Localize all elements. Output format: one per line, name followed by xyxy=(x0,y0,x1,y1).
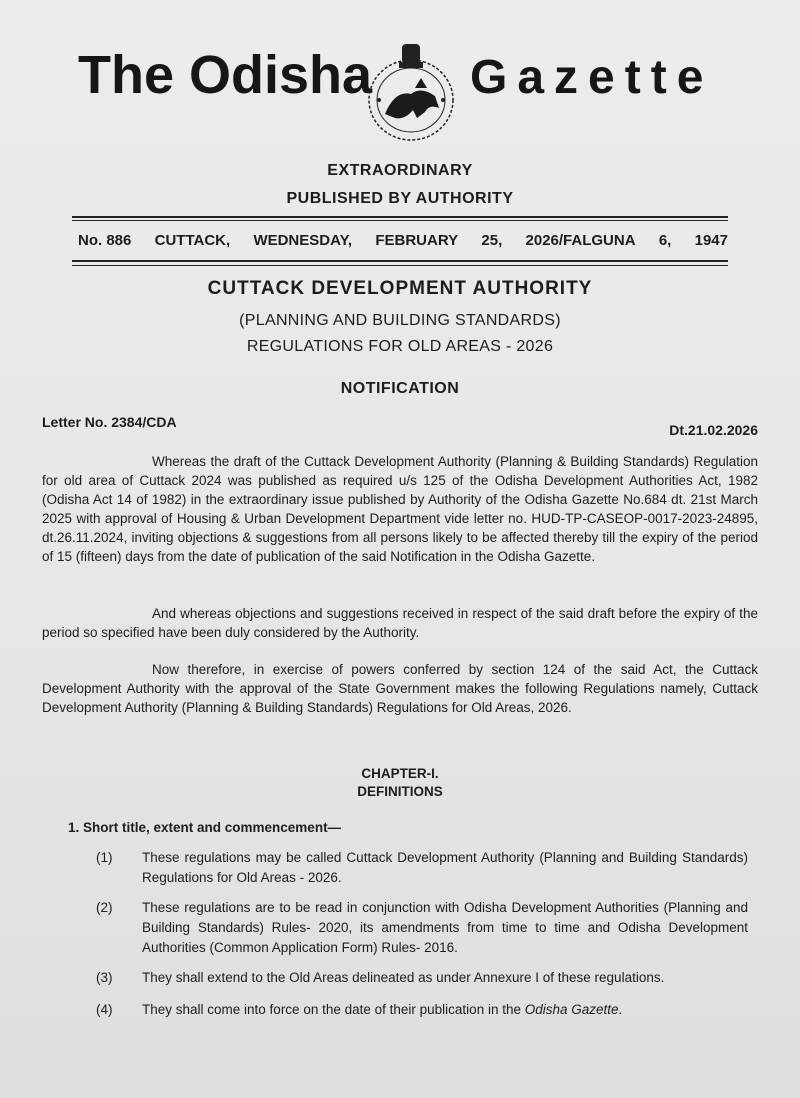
paragraph-whereas-objections: And whereas objections and suggestions received in respect of the said draft before the expiry of the period so specified have been duly considered by the Authority. xyxy=(42,606,758,640)
masthead-left-title: The Odisha xyxy=(78,45,373,105)
dateline-day: WEDNESDAY, xyxy=(253,232,353,249)
document-subtitle-2: REGULATIONS FOR OLD AREAS - 2026 xyxy=(246,338,554,355)
dateline-issue-no: No. 886 xyxy=(78,232,132,249)
clause-text: These regulations are to be read in conjunction with Odisha Development Authorities (Planning and Building Standards) Rules- 2020, its amendments from time to time and Odisha Development Authorities (Common Application Form) Rules- 2016. xyxy=(142,900,748,955)
dateline-year: 2026/FALGUNA xyxy=(525,232,636,249)
paragraph-whereas-draft: Whereas the draft of the Cuttack Development Authority (Planning & Building Standards) Regulation for old area of Cuttack 2024 was published as required u/s 125 of the Odisha Development Authorities Act, 1982 (Odisha Act 14 of 1982) in the extraordinary issue published by Authority of the Odisha Gazette No.684 dt. 21st March 2025 with approval of Housing & Urban Development Department vide letter no. HUD-TP-CASEOP-0017-2023-24895, dt.26.11.2024, inviting objections & suggestions from all persons likely to be affected thereby till the expiry of the period of 15 (fifteen) days from the date of publication of the said Notification in the Odisha Gazette. xyxy=(42,454,758,564)
masthead-right-title: Gazette xyxy=(470,51,714,104)
bottom-rule xyxy=(72,260,728,262)
dateline-place: CUTTACK, xyxy=(154,232,231,249)
clause-number: (2) xyxy=(96,900,113,915)
masthead xyxy=(0,36,800,146)
clause-text: These regulations may be called Cuttack Development Authority (Planning and Building Standards) Regulations for Old Areas - 2026. xyxy=(142,850,748,885)
clause-number: (4) xyxy=(96,1002,113,1017)
dateline-saka-year: 1947 xyxy=(694,232,728,249)
dateline-saka-day: 6, xyxy=(658,232,672,249)
paragraph-now-therefore: Now therefore, in exercise of powers conferred by section 124 of the said Act, the Cuttack Development Authority with the approval of the State Government makes the following Regulations namely, Cuttack Development Authority (Planning & Building Standards) Regulations for Old Areas, 2026. xyxy=(42,662,758,715)
state-emblem-icon xyxy=(355,42,467,146)
dateline xyxy=(78,232,728,249)
letter-date: Dt.21.02.2026 xyxy=(669,422,758,438)
clause-text-start: They shall come into force on the date of their publication in the xyxy=(142,1002,525,1017)
notification-heading: NOTIFICATION xyxy=(340,380,460,397)
document-title: CUTTACK DEVELOPMENT AUTHORITY xyxy=(207,278,593,299)
document-subtitle-1: (PLANNING AND BUILDING STANDARDS) xyxy=(239,312,561,329)
section-heading: 1. Short title, extent and commencement— xyxy=(68,820,342,835)
clause-number: (1) xyxy=(96,850,113,865)
dateline-date: 25, xyxy=(481,232,503,249)
top-rule xyxy=(72,216,728,218)
extraordinary-label: EXTRAORDINARY xyxy=(327,162,473,179)
clause-text: They shall extend to the Old Areas delineated as under Annexure I of these regulations. xyxy=(142,970,665,985)
letter-number: Letter No. 2384/CDA xyxy=(42,414,177,430)
bottom-rule-thin xyxy=(72,265,728,266)
chapter-name: DEFINITIONS xyxy=(357,784,443,799)
top-rule-thin xyxy=(72,220,728,221)
clause-number: (3) xyxy=(96,970,113,985)
dateline-month: FEBRUARY xyxy=(375,232,459,249)
chapter-label: CHAPTER-I. xyxy=(361,766,439,781)
clause-text xyxy=(142,1000,748,1020)
clause-text-italic: Odisha Gazette xyxy=(524,1002,619,1017)
clause-text-end: . xyxy=(618,1002,623,1017)
published-by-authority: PUBLISHED BY AUTHORITY xyxy=(286,190,514,207)
